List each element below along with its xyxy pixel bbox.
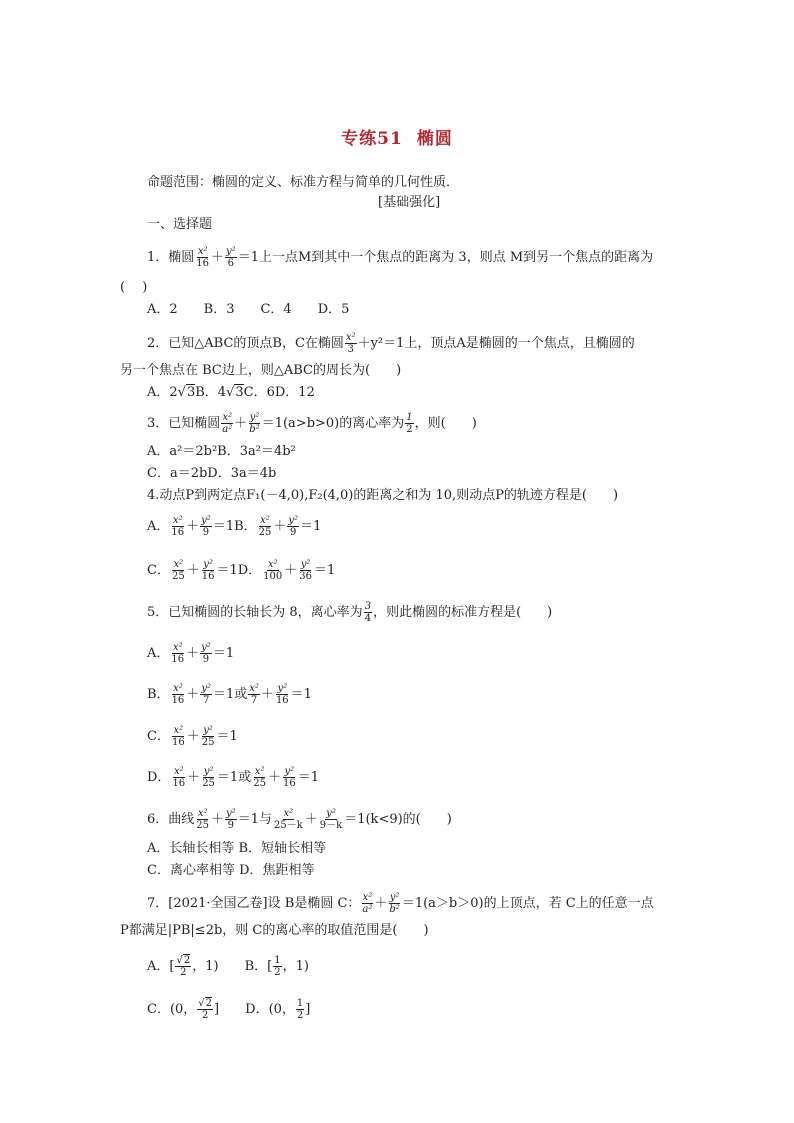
question-6-options-ab: A．长轴长相等 B．短轴长相等 [147,841,327,856]
fraction: $\frac{1}{2}$ [296,998,304,1021]
fraction: $\frac{3}{4}$ [364,601,372,624]
fraction: $\frac{\text{y²}}{16}$ [275,683,289,706]
question-1-options: A．2 B．3 C．4 D．5 [147,302,350,317]
question-5-option-c: C． $\frac{\text{x²}}{16}$ ＋ $\frac{\text{y²}}{25}$ ＝1 [147,725,238,748]
fraction: $\frac{\text{y²}}{\text{b²}}$ [389,892,400,915]
fraction: $\frac{\text{y²}}{7}$ [201,683,211,706]
fraction: $\frac{\text{x²}}{3}$ [345,332,356,355]
fraction: $\frac{√2}{2}$ [176,955,191,978]
question-7-options-cd: C．(0， $\frac{√2}{2}$ ] D．(0， $\frac{1}{2}$ ] [147,998,311,1021]
fraction: $\frac{\text{x²}}{\text{a²}}$ [222,412,233,435]
fraction: $\frac{\text{y²}}{9}$ [201,515,211,538]
fraction: $\frac{1}{2}$ [406,412,413,435]
section-tag: [基础强化] [378,195,441,210]
question-6-options-cd: C．离心率相等 D．焦距相等 [147,863,315,878]
question-1: 1．椭圆 $\frac{\text{x²}}{16}$ ＋ $\frac{\text{y²}}{6}$ ＝1上一点M到其中一个焦点的距离为 3，则点 M到另一个焦点的距离为 [147,246,654,269]
fraction: $\frac{\text{x²}}{100}$ [263,559,283,582]
fraction: $\frac{\text{y²}}{9}$ [201,642,211,665]
fraction: $\frac{\text{x²}}{16}$ [172,766,186,789]
fraction: $\frac{\text{x²}}{25}$ [171,559,185,582]
question-2-line2: 另一个焦点在 BC边上，则△ABC的周长为( ) [120,363,402,378]
question-5-option-a: A． $\frac{\text{x²}}{16}$ ＋ $\frac{\text{y²}}{9}$ ＝1 [147,642,235,665]
title-topic: 椭圆 [416,129,453,149]
fraction: $\frac{\text{y²}}{25}$ [201,725,215,748]
question-4-options-cd: C． $\frac{\text{x²}}{25}$ ＋ $\frac{\text{y²}}{16}$ ＝1D． $\frac{\text{x²}}{100}$ ＋ $\frac{\text{y²}}{36}$ ＝1 [147,559,336,582]
question-3-options-ab: A．a²＝2b²B．3a²＝4b² [147,444,296,459]
scope-text: 命题范围：椭圆的定义、标准方程与简单的几何性质． [147,175,460,190]
question-3: 3．已知椭圆 $\frac{\text{x²}}{\text{a²}}$ ＋ $\frac{\text{y²}}{\text{b²}}$ ＝1(a>b>0)的离心率为 $\frac{1}{2}$ ，则( ) [147,412,477,435]
question-7: 7．[2021·全国乙卷]设 B是椭圆 C： $\frac{\text{x²}}{\text{a²}}$ ＋ $\frac{\text{y²}}{\text{b²}}$ ＝1(a＞b＞0)的上顶点，若 C上的任意一点 [147,892,654,915]
fraction: $\frac{\text{x²}}{25}$ [253,766,266,789]
question-2: 2．已知△ABC的顶点B，C在椭圆 $\frac{\text{x²}}{3}$ ＋y²＝1上，顶点A是椭圆的一个焦点，且椭圆的 [147,332,635,355]
question-5-option-b: B． $\frac{\text{x²}}{16}$ ＋ $\frac{\text{y²}}{7}$ ＝1或 $\frac{\text{x²}}{7}$ ＋ $\frac{\text{y²}}{16}$ ＝1 [147,683,312,706]
question-3-options-cd: C．a＝2bD．3a＝4b [147,466,277,481]
fraction: $\frac{\text{x²}}{16}$ [196,246,210,269]
fraction: $\frac{\text{x²}}{25-k}$ [273,808,303,831]
question-7-options-ab: A．[ $\frac{√2}{2}$ ，1) B．[ $\frac{1}{2}$ ，1) [147,955,309,978]
question-4: 4.动点P到两定点F₁(－4,0),F₂(4,0)的距离之和为 10,则动点P的轨迹方程是( ) [147,488,619,503]
fraction: $\frac{\text{y²}}{9}$ [226,808,236,831]
fraction: $\frac{\text{x²}}{\text{a²}}$ [362,892,373,915]
fraction: $\frac{\text{y²}}{16}$ [201,559,215,582]
fraction: $\frac{\text{y²}}{9}$ [288,515,299,538]
fraction: $\frac{\text{y²}}{6}$ [226,246,236,269]
fraction: $\frac{\text{y²}}{16}$ [282,766,296,789]
fraction: $\frac{\text{y²}}{\text{b²}}$ [249,412,260,435]
fraction: $\frac{\text{y²}}{25}$ [202,766,215,789]
fraction: $\frac{\text{x²}}{16}$ [171,683,185,706]
fraction: $\frac{\text{y²}}{36}$ [299,559,312,582]
question-5: 5．已知椭圆的长轴长为 8，离心率为 $\frac{3}{4}$ ，则此椭圆的标准方程是( ) [147,601,553,624]
question-2-options: A．2√3B．4√3C．6D．12 [147,385,315,400]
fraction: $\frac{√2}{2}$ [198,998,213,1021]
page-title [0,124,794,149]
fraction: $\frac{\text{x²}}{16}$ [171,642,185,665]
question-6: 6．曲线 $\frac{\text{x²}}{25}$ ＋ $\frac{\text{y²}}{9}$ ＝1与 $\frac{\text{x²}}{25-k}$ ＋ $\frac{\text{y²}}{9-k}$ ＝1(k<9)的( ) [147,808,452,831]
fraction: $\frac{\text{x²}}{16}$ [171,515,185,538]
fraction: $\frac{\text{x²}}{25}$ [258,515,272,538]
fraction: $\frac{\text{x²}}{7}$ [249,683,259,706]
question-5-option-d: D． $\frac{\text{x²}}{16}$ ＋ $\frac{\text{y²}}{25}$ ＝1或 $\frac{\text{x²}}{25}$ ＋ $\frac{\text{y²}}{16}$ ＝1 [147,766,319,789]
question-4-options-ab: A． $\frac{\text{x²}}{16}$ ＋ $\frac{\text{y²}}{9}$ ＝1B． $\frac{\text{x²}}{25}$ ＋ $\frac{\text{y²}}{9}$ ＝1 [147,515,322,538]
fraction: $\frac{\text{x²}}{16}$ [171,725,185,748]
fraction: $\frac{\text{x²}}{25}$ [196,808,210,831]
section-heading: 一、选择题 [147,217,213,232]
title-main: 专练51 [341,129,403,149]
question-1-paren: ( ) [120,280,148,295]
fraction: $\frac{\text{y²}}{9-k}$ [319,808,343,831]
fraction: $\frac{1}{2}$ [274,955,281,978]
question-7-line2: P都满足|PB|≤2b，则 C的离心率的取值范围是( ) [120,923,429,938]
